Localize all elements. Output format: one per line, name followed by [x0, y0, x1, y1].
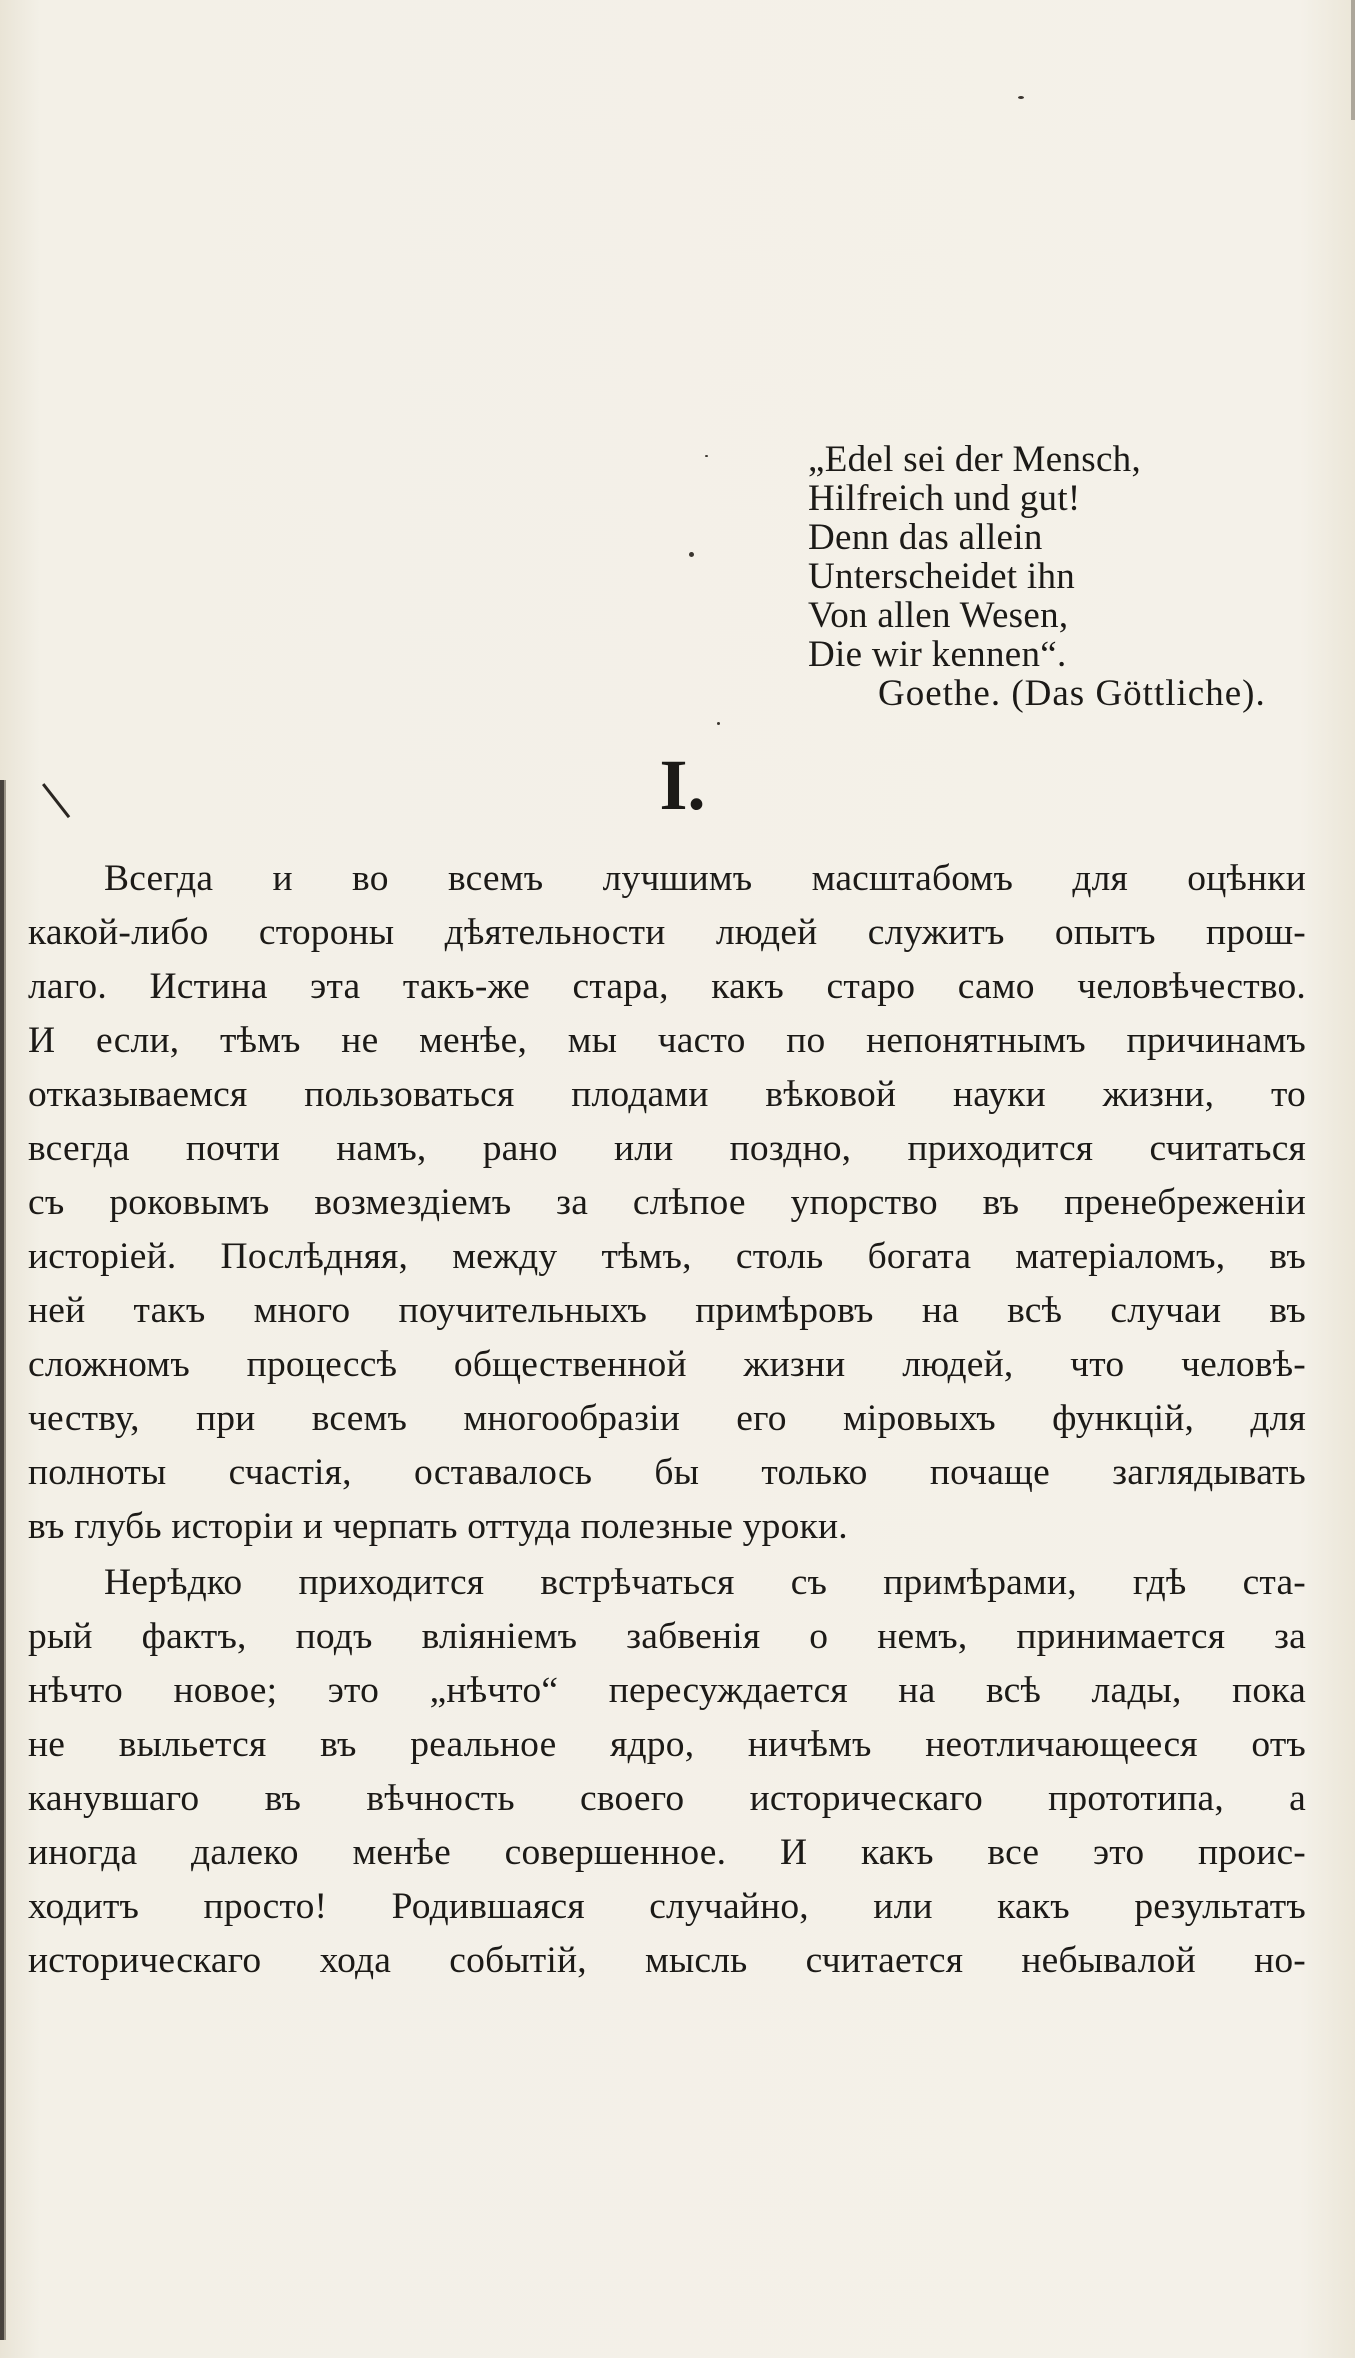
text-line: нѣчто новое; это „нѣчто“ пересуждается на всѣ лады, пока — [28, 1670, 1306, 1711]
epigraph-line: „Edel sei der Mensch, — [808, 439, 1142, 480]
text-line: иногда далеко менѣе совершенное. И какъ все это проис- — [28, 1832, 1306, 1873]
chapter-numeral: I. — [659, 745, 706, 825]
text-line: всегда почти намъ, рано или поздно, приходится считаться — [28, 1128, 1306, 1169]
text-line: исторіей. Послѣдняя, между тѣмъ, столь богата матеріаломъ, въ — [28, 1236, 1306, 1277]
body-text — [28, 852, 1306, 1988]
text-line: съ роковымъ возмездіемъ за слѣпое упорство въ пренебреженіи — [28, 1182, 1306, 1223]
epigraph-line: Von allen Wesen, — [808, 595, 1069, 636]
text-line: рый фактъ, подъ вліяніемъ забвенія о немъ, принимается за — [28, 1616, 1306, 1657]
epigraph-attribution: Goethe. (Das Göttliche). — [878, 673, 1266, 714]
text-line: въ глубь исторіи и черпать оттуда полезные уроки. — [28, 1506, 848, 1547]
text-line: не выльется въ реальное ядро, ничѣмъ неотличающееся отъ — [28, 1724, 1306, 1765]
speck — [717, 722, 720, 725]
text-line: историческаго хода событій, мысль считается небывалой но- — [28, 1940, 1306, 1981]
text-line: ходитъ просто! Родившаяся случайно, или какъ результатъ — [28, 1886, 1306, 1927]
epigraph-line: Denn das allein — [808, 517, 1043, 558]
text-line: лаго. Истина эта такъ-же стара, какъ старо само человѣчество. — [28, 966, 1306, 1007]
text-line: ней такъ много поучительныхъ примѣровъ на всѣ случаи въ — [28, 1290, 1306, 1331]
epigraph-line: Die wir kennen“. — [808, 634, 1067, 675]
epigraph-line: Unterscheidet ihn — [808, 556, 1076, 597]
binding-edge — [0, 780, 14, 2340]
text-line: какой-либо стороны дѣятельности людей служитъ опытъ прош- — [28, 912, 1306, 953]
text-line: полноты счастія, оставалось бы только почаще заглядывать — [28, 1452, 1306, 1493]
text-line: сложномъ процессѣ общественной жизни людей, что человѣ- — [28, 1344, 1306, 1385]
text-line: отказываемся пользоваться плодами вѣковой науки жизни, то — [28, 1074, 1306, 1115]
text-line: И если, тѣмъ не менѣе, мы часто по непонятнымъ причинамъ — [28, 1020, 1306, 1061]
text-line: честву, при всемъ многообразіи его міровыхъ функцій, для — [28, 1398, 1306, 1439]
text-line: Нерѣдко приходится встрѣчаться съ примѣрами, гдѣ ста- — [104, 1562, 1306, 1603]
epigraph-line: Hilfreich und gut! — [808, 478, 1081, 519]
page-edge-right — [1347, 0, 1355, 120]
speck — [705, 455, 708, 457]
text-line: канувшаго въ вѣчность своего историческаго прототипа, а — [28, 1778, 1306, 1819]
speck — [689, 552, 694, 557]
epigraph — [808, 440, 1328, 713]
speck — [1018, 96, 1024, 99]
text-line: Всегда и во всемъ лучшимъ масштабомъ для оцѣнки — [104, 858, 1306, 899]
